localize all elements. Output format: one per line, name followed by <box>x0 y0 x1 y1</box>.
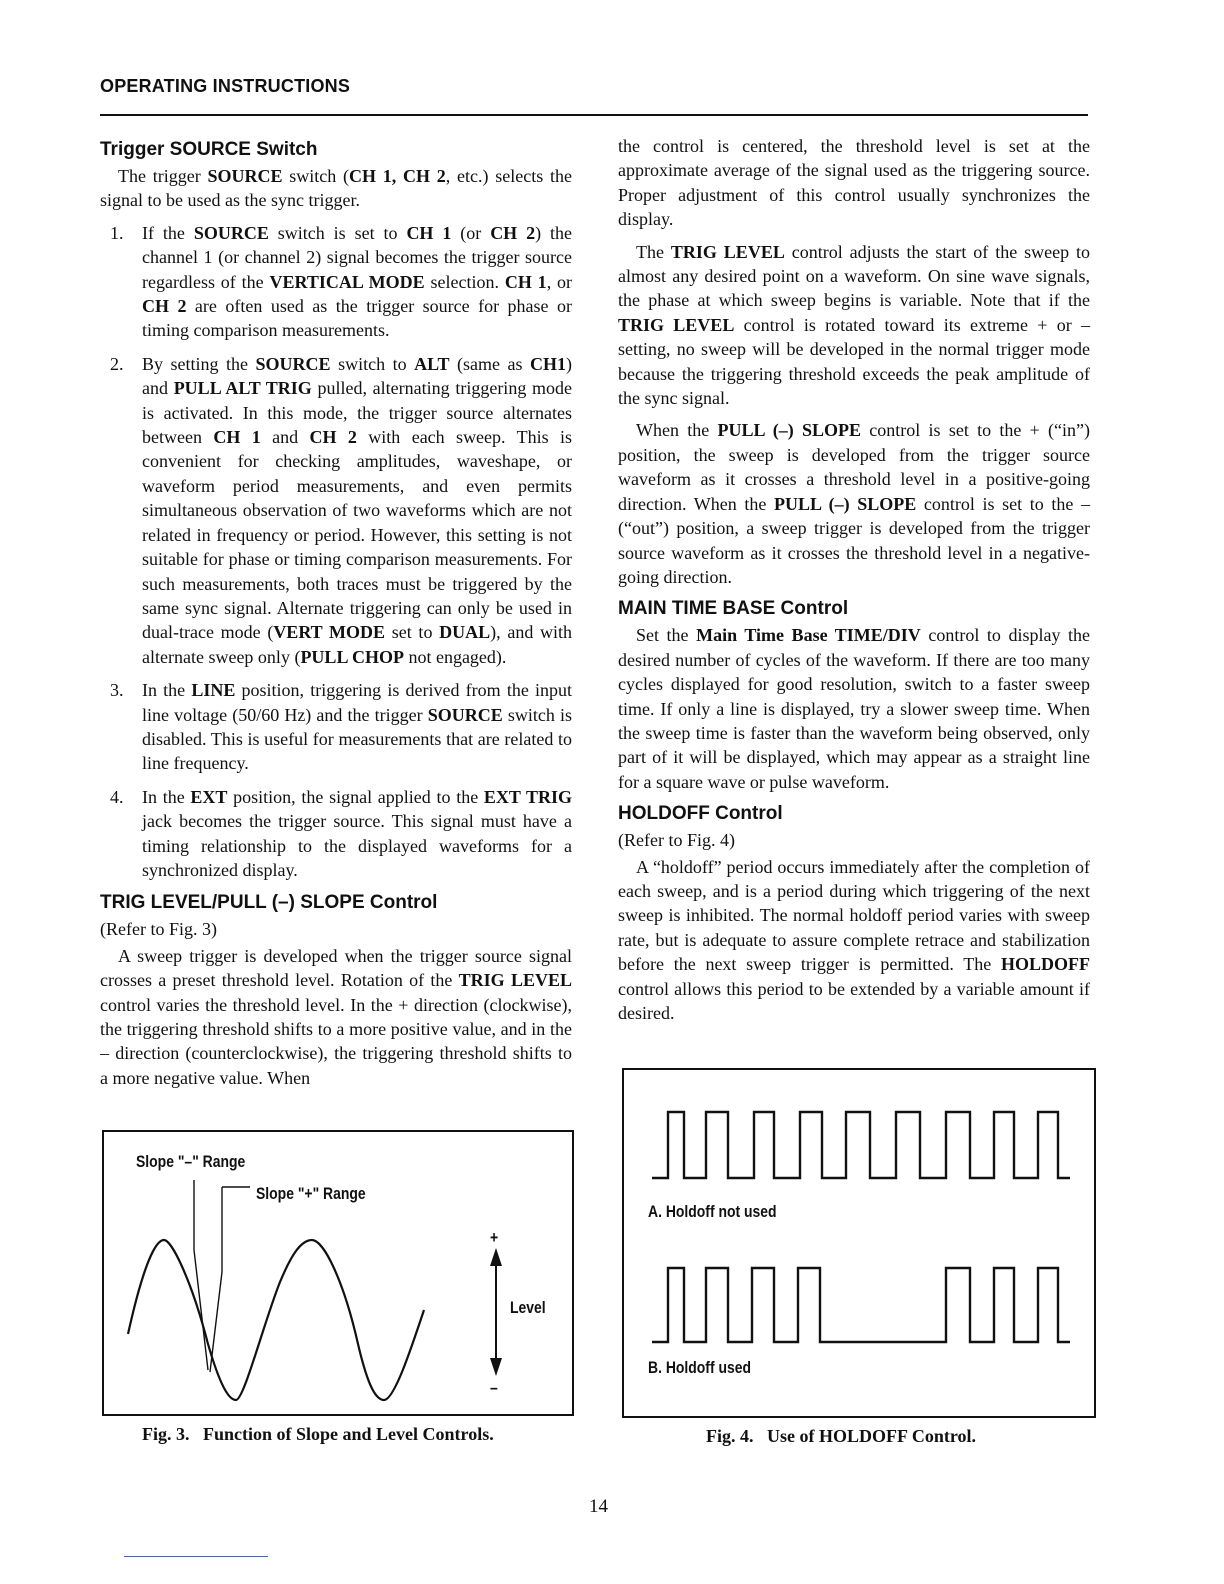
paragraph-trig-level-adjust: The TRIG LEVEL control adjusts the start of the sweep to almost any desired point on a waveform. On sine wave signals, the phase at which sweep begins is variable. Note that if the TRIG LEVEL control is rotated toward its extreme + or – setting, no sweep will be developed in the normal trigger mode because the triggering threshold exceeds the peak amplitude of the sync signal. <box>618 241 1090 409</box>
figure-holdoff <box>622 1068 1096 1418</box>
sine-wave-end <box>358 1240 454 1400</box>
slope-plus-label: Slope "+" Range <box>256 1184 366 1203</box>
footer-line <box>124 1556 268 1557</box>
paragraph-holdoff: A “holdoff” period occurs immediately after the completion of each sweep, and is a period during which triggering of the next sweep is inhibited. The normal holdoff period varies with sweep rate, but is adequate to assure complete retrace and stabilization before the next sweep trigger is permitted. The HOLDOFF control allows this period to be extended by a variable amount if desired. <box>618 856 1090 1023</box>
list-item: 4. In the EXT position, the signal applied to the EXT TRIG jack becomes the trigger source. This signal must have a timing relationship to the displayed waveforms for a synchronized display. <box>110 786 573 880</box>
slope-plus-pointer-diag <box>210 1272 222 1372</box>
holdoff-used-label: B. Holdoff used <box>648 1358 751 1377</box>
right-column <box>618 134 1090 1033</box>
level-arrow-down <box>490 1358 502 1376</box>
pulse-train-holdoff-not-used <box>652 1112 1070 1178</box>
paragraph-trig-level: A sweep trigger is developed when the trigger source signal crosses a preset threshold level. Rotation of the TRIG LEVEL control varies the threshold level. In the + direction (clockwise), the triggering threshold shifts to a more positive value, and in the – direction (counterclockwise), the triggering threshold shifts to a more negative value. When <box>100 945 572 1088</box>
page-number: 14 <box>589 1496 608 1517</box>
page-header: OPERATING INSTRUCTIONS <box>100 76 351 96</box>
slope-level-diagram <box>104 1132 572 1414</box>
heading-trig-level: TRIG LEVEL/PULL (–) SLOPE Control <box>100 892 438 914</box>
header-rule <box>100 114 1088 116</box>
fig4-caption: Fig. 4. Use of HOLDOFF Control. <box>706 1426 976 1446</box>
left-column <box>100 134 572 1098</box>
paragraph-source-intro: The trigger SOURCE switch (CH 1, CH 2, etc.) selects the signal to be used as the sync trigger. <box>100 166 573 211</box>
sine-wave-tail <box>424 1240 454 1310</box>
source-list <box>100 221 572 883</box>
fig3-caption: Fig. 3. Function of Slope and Level Controls. <box>142 1424 494 1444</box>
list-item: 1. If the SOURCE switch is set to CH 1 (or CH 2) the channel 1 (or channel 2) signal becomes the trigger source regardless of the VERTICAL MODE selection. CH 1, or CH 2 are often used as the trigger source for phase or timing comparison measurements. <box>110 222 573 341</box>
pulse-train-holdoff-used <box>652 1268 1070 1342</box>
paragraph-main-time-base: Set the Main Time Base TIME/DIV control to display the desired number of cycles of the waveform. If there are too many cycles displayed for good resolution, switch to a faster sweep time. If only a line is displayed, try a slower sweep time. When the sweep time is faster than the waveform being observed, only part of it will be displayed, which may appear as a straight line for a square wave or pulse waveform. <box>618 625 1090 792</box>
holdoff-not-used-label: A. Holdoff not used <box>648 1202 777 1221</box>
paragraph-slope: When the PULL (–) SLOPE control is set to the + (“in”) position, the sweep is developed from the trigger source waveform as it crosses a threshold level in a positive-going direction. When the PULL (–) SLOPE control is set to the – (“out”) position, a sweep trigger is developed from the trigger source waveform as it crosses the threshold level in a negative-going direction. <box>618 420 1091 587</box>
heading-holdoff: HOLDOFF Control <box>618 803 783 825</box>
level-arrow-up <box>490 1248 502 1266</box>
slope-minus-label: Slope "–" Range <box>136 1152 246 1171</box>
list-item: 3. In the LINE position, triggering is derived from the input line voltage (50/60 Hz) and the trigger SOURCE switch is disabled. This is useful for measurements that are related to line frequency. <box>110 680 572 774</box>
slope-minus-pointer-diag <box>194 1250 208 1370</box>
heading-trigger-source: Trigger SOURCE Switch <box>100 139 318 160</box>
reference-fig3: (Refer to Fig. 3) <box>100 919 217 940</box>
level-label: Level <box>510 1298 546 1317</box>
paragraph-continued: the control is centered, the threshold level is set at the approximate average of the signal used as the triggering source. Proper adjustment of this control usually synchronizes the display. <box>618 136 1090 230</box>
reference-fig4: (Refer to Fig. 4) <box>618 830 735 851</box>
level-minus-symbol: – <box>490 1378 498 1397</box>
list-item: 2. By setting the SOURCE switch to ALT (same as CH1) and PULL ALT TRIG pulled, alternating triggering mode is activated. In this mode, the trigger source alternates between CH 1 and CH 2 with each sweep. This is convenient for checking amplitudes, waveshape, or waveform period measurements, and even permits simultaneous observation of two waveforms which are not related in frequency or period. However, this setting is not suitable for phase or timing comparison measurements. For such measurements, both traces must be triggered by the same sync signal. Alternate triggering can only be used in dual-trace mode (VERT MODE set to DUAL), and with alternate sweep only (PULL CHOP not engaged). <box>110 353 573 667</box>
heading-main-time-base: MAIN TIME BASE Control <box>618 598 849 620</box>
figure-slope-level <box>102 1130 574 1416</box>
sine-wave <box>128 1240 424 1400</box>
level-plus-symbol: + <box>490 1228 499 1247</box>
